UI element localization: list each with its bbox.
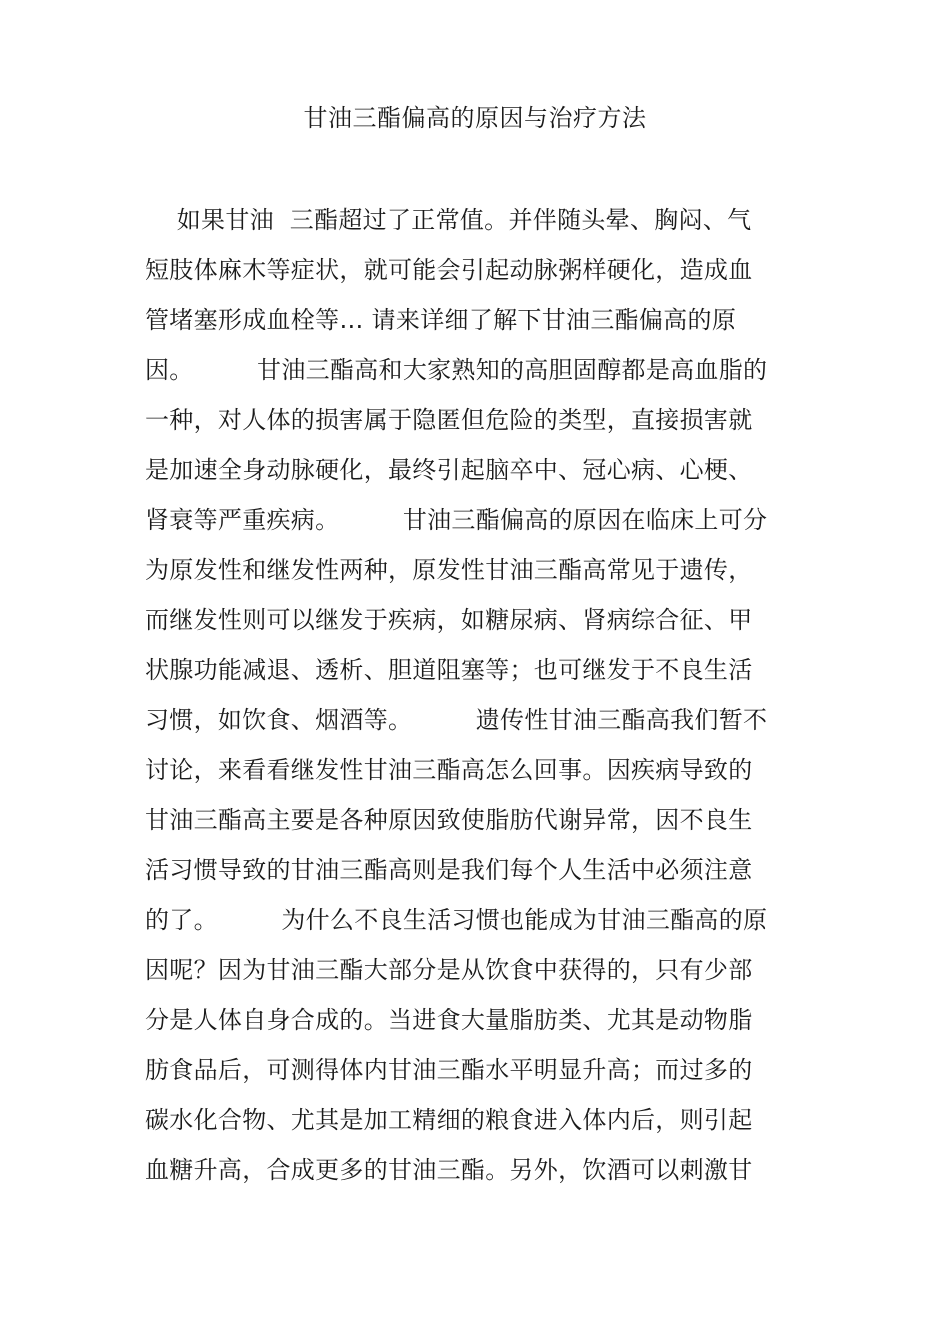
body-line: 碳水化合物、尤其是加工精细的粮食进入体内后，则引起 <box>145 1106 753 1134</box>
body-line: 分是人体自身合成的。当进食大量脂肪类、尤其是动物脂 <box>145 1006 753 1034</box>
body-line: 血糖升高，合成更多的甘油三酯。另外，饮酒可以刺激甘 <box>145 1156 753 1184</box>
body-line: 习惯，如饮食、烟酒等。 遗传性甘油三酯高我们暂不 <box>145 706 768 734</box>
body-line: 因呢？因为甘油三酯大部分是从饮食中获得的，只有少部 <box>145 956 753 984</box>
body-line: 如果甘油 三酯超过了正常值。并伴随头晕、胸闷、气 <box>145 206 752 234</box>
body-line: 肪食品后，可测得体内甘油三酯水平明显升高；而过多的 <box>145 1056 753 1084</box>
document-title: 甘油三酯偏高的原因与治疗方法 <box>303 104 647 132</box>
body-line: 因。 甘油三酯高和大家熟知的高胆固醇都是高血脂的 <box>145 356 768 384</box>
body-line: 是加速全身动脉硬化，最终引起脑卒中、冠心病、心梗、 <box>145 456 753 484</box>
body-line: 讨论，来看看继发性甘油三酯高怎么回事。因疾病导致的 <box>145 756 753 784</box>
body-line: 活习惯导致的甘油三酯高则是我们每个人生活中必须注意 <box>145 856 753 884</box>
body-line: 状腺功能减退、透析、胆道阻塞等；也可继发于不良生活 <box>145 656 753 684</box>
body-line: 为原发性和继发性两种，原发性甘油三酯高常见于遗传， <box>145 556 753 584</box>
body-line: 甘油三酯高主要是各种原因致使脂肪代谢异常，因不良生 <box>145 806 753 834</box>
body-line: 短肢体麻木等症状，就可能会引起动脉粥样硬化，造成血 <box>145 256 753 284</box>
body-line: 肾衰等严重疾病。 甘油三酯偏高的原因在临床上可分 <box>145 506 768 534</box>
body-line: 而继发性则可以继发于疾病，如糖尿病、肾病综合征、甲 <box>145 606 753 634</box>
body-line: 的了。 为什么不良生活习惯也能成为甘油三酯高的原 <box>145 906 768 934</box>
body-line: 管堵塞形成血栓等… 请来详细了解下甘油三酯偏高的原 <box>145 306 737 334</box>
document-body <box>145 195 815 1195</box>
body-line: 一种，对人体的损害属于隐匿但危险的类型，直接损害就 <box>145 406 753 434</box>
